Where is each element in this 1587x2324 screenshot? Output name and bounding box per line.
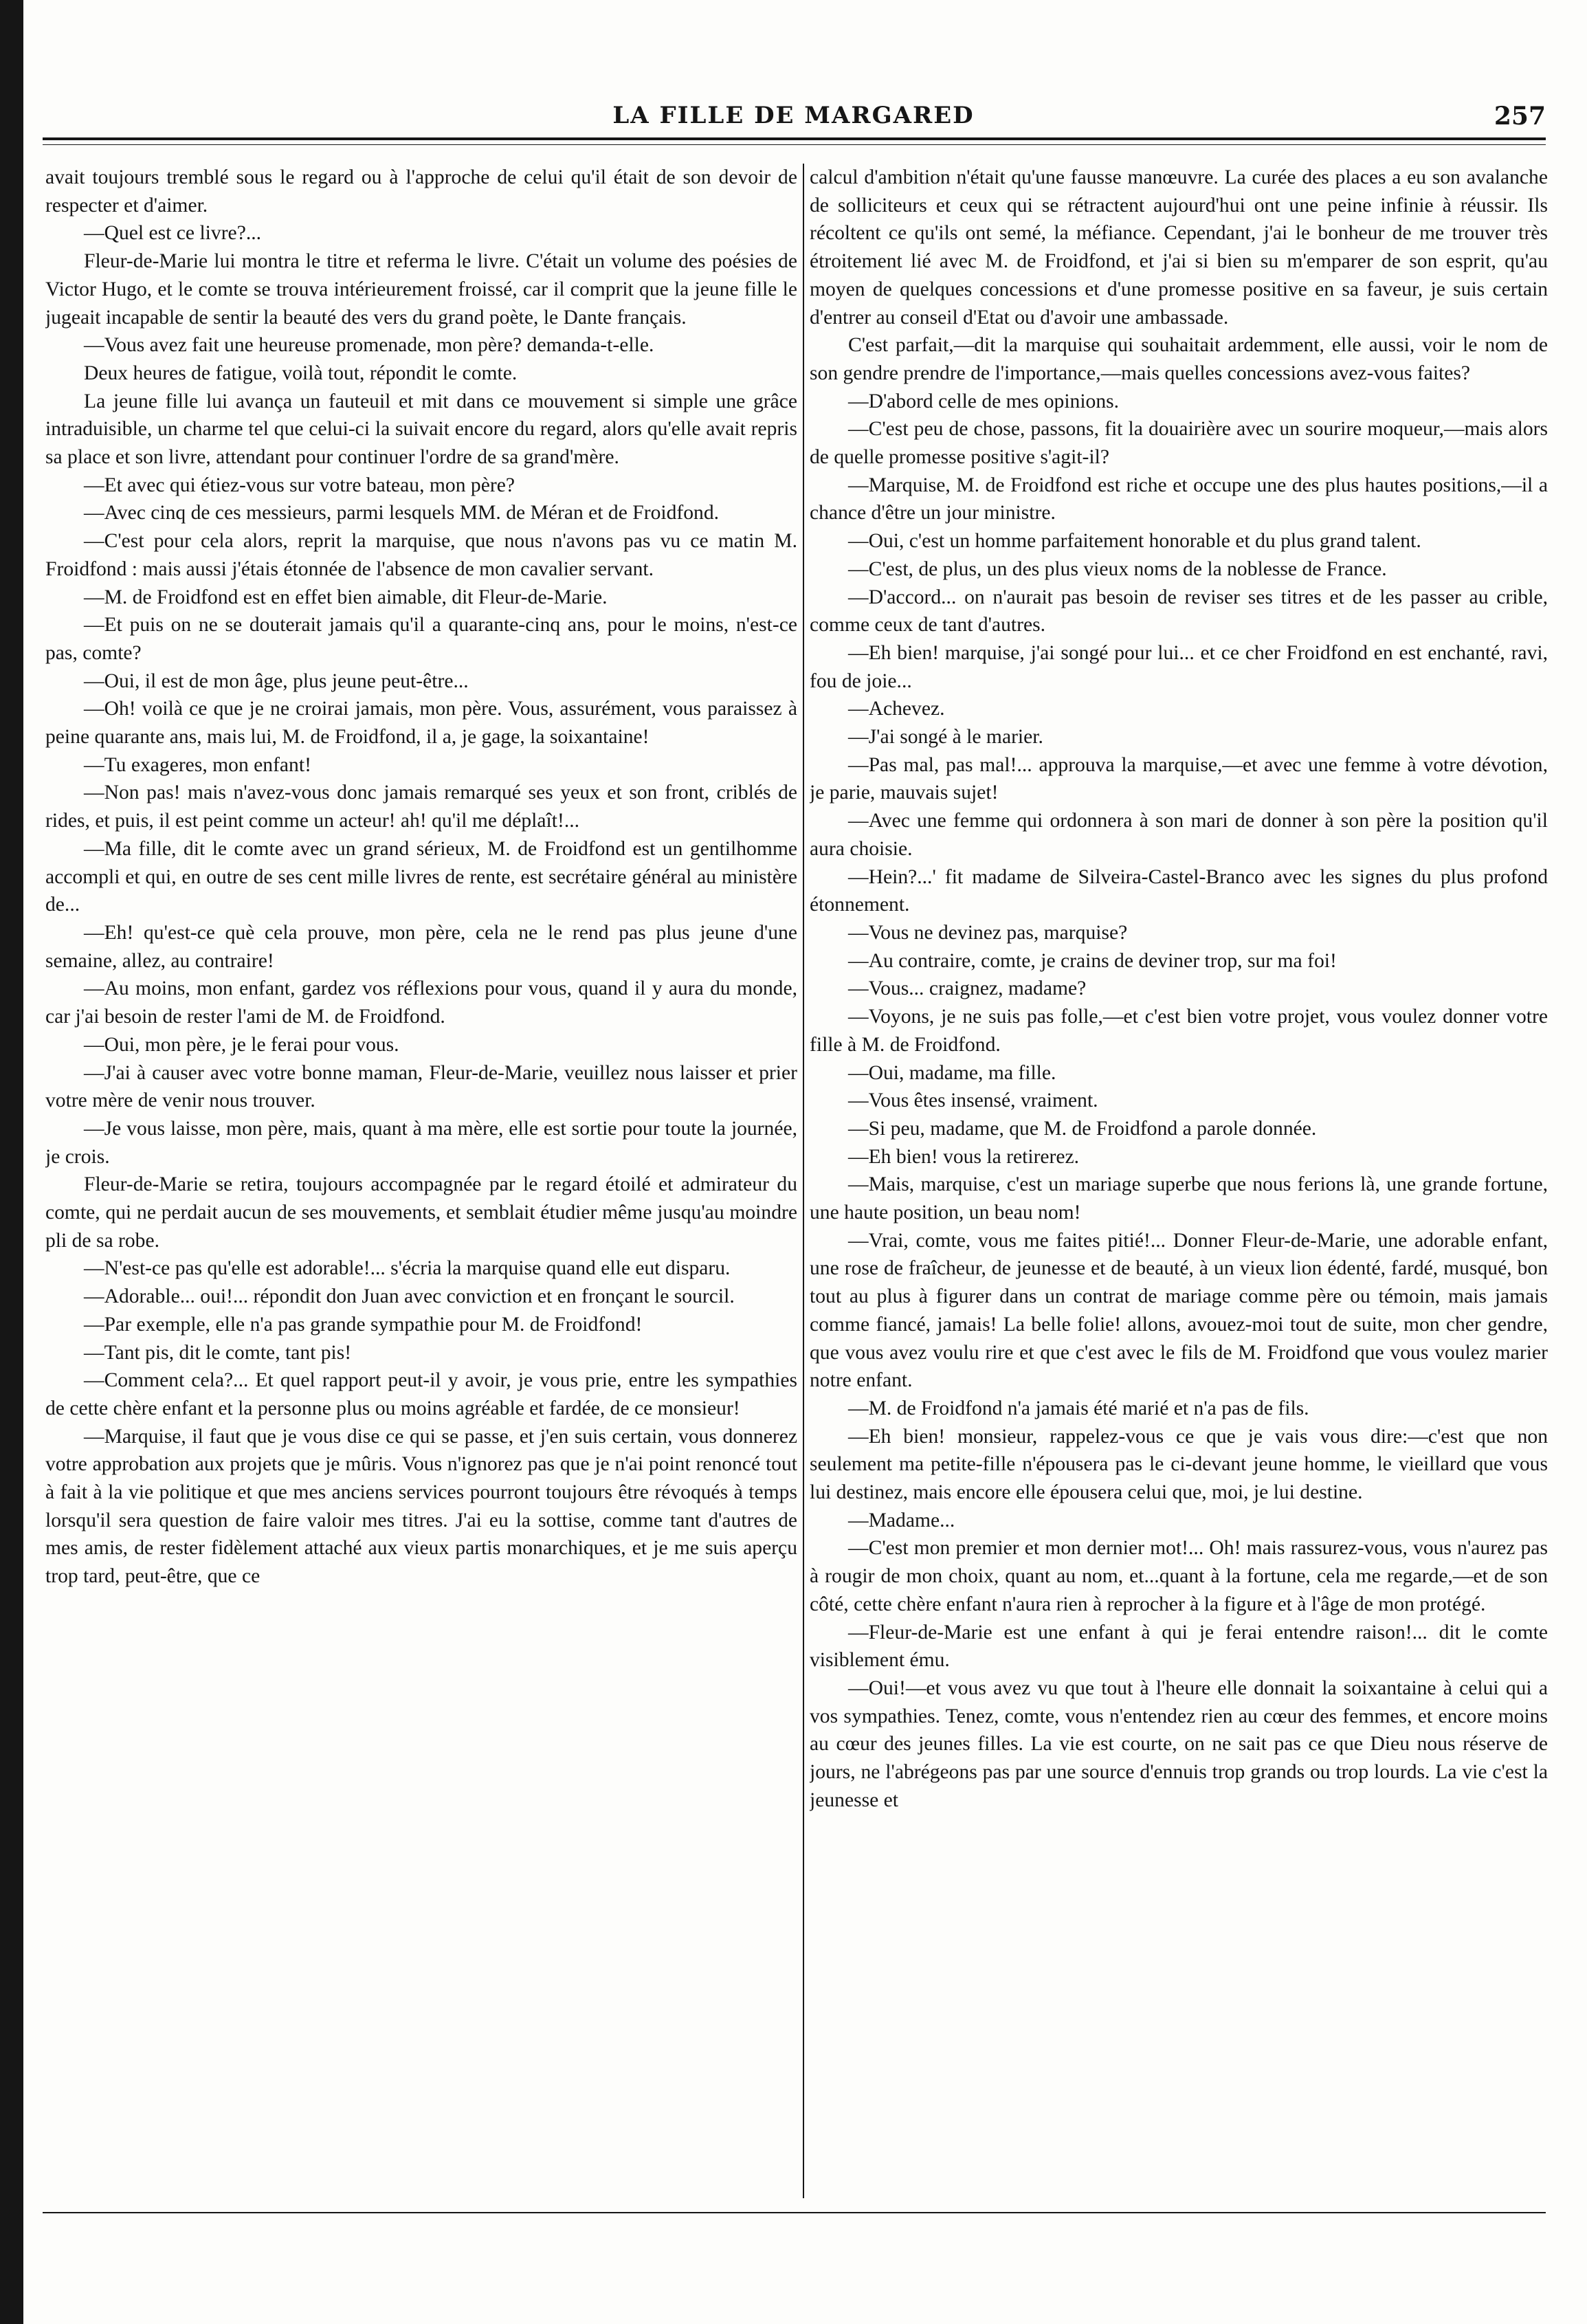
paragraph: —Et avec qui étiez-vous sur votre bateau, mon père? [84, 474, 515, 496]
column-divider [803, 164, 804, 2198]
paragraph: —Oui, madame, ma fille. [848, 1061, 1056, 1084]
paragraph: —J'ai à causer avec votre bonne maman, Fleur-de-Marie, veuillez nous laisser et prier votre mère de venir nous trouver. [45, 1061, 797, 1112]
paragraph: —Vrai, comte, vous me faites pitié!... Donner Fleur-de-Marie, une adorable enfant, une rose de fraîcheur, de jeunesse et de beauté, à un vieux lion édenté, fardé, musqué, bon tout au plus à figurer dans un contrat de mariage comme père ou témoin, mais jamais comme fiancé, jamais! La belle folie! allons, avouez-moi tout de suite, mon cher gendre, que vous avez voulu rire et que c'est avec le fils de M. Froidfond que vous voulez marier notre enfant. [810, 1229, 1548, 1392]
paragraph: —Tant pis, dit le comte, tant pis! [84, 1341, 352, 1364]
paragraph: —Oui, c'est un homme parfaitement honorable et du plus grand talent. [848, 530, 1421, 553]
paragraph: —Madame... [848, 1509, 955, 1531]
header-rule [43, 137, 1546, 140]
paragraph: —Au contraire, comte, je crains de deviner trop, sur ma foi! [848, 949, 1337, 972]
paragraph: —J'ai songé à le marier. [848, 726, 1043, 749]
paragraph: —Vous avez fait une heureuse promenade, mon père? demanda-t-elle. [84, 334, 654, 357]
paragraph: —Fleur-de-Marie est une enfant à qui je ferai entendre raison!... dit le comte visiblement ému. [810, 1621, 1548, 1672]
paragraph: —Oh! voilà ce que je ne croirai jamais, mon père. Vous, assurément, vous paraissez à peine quarante ans, mais lui, M. de Froidfond, il a, je gage, la soixantaine! [45, 698, 797, 749]
paragraph: —Avec une femme qui ordonnera à son mari de donner à son père la position qu'il aura choisie. [810, 810, 1548, 860]
paragraph: avait toujours tremblé sous le regard ou à l'approche de celui qu'il était de son devoir de respecter et d'aimer. [45, 166, 797, 217]
paragraph: —C'est pour cela alors, reprit la marquise, que nous n'avons pas vu ce matin M. Froidfond : mais aussi j'étais étonnée de l'absence de mon cavalier servant. [45, 530, 797, 580]
paragraph: —Oui, mon père, je le ferai pour vous. [84, 1033, 399, 1056]
paragraph: —Eh! qu'est-ce què cela prouve, mon père, cela ne le rend pas plus jeune d'une semaine, allez, au contraire! [45, 921, 797, 972]
paragraph: —Et puis on ne se douterait jamais qu'il a quarante-cinq ans, pour le moins, n'est-ce pas, comte? [45, 614, 797, 664]
paragraph: Fleur-de-Marie lui montra le titre et referma le livre. C'était un volume des poésies de Victor Hugo, et le comte se trouva intérieurement froissé, car il comprit que la jeune fille le jugeait incapable de sentir la beauté des vers du grand poète, le Dante français. [45, 250, 797, 329]
paragraph: —Eh bien! marquise, j'ai songé pour lui... et ce cher Froidfond en est enchanté, ravi, fou de joie... [810, 641, 1548, 692]
paragraph: —Avec cinq de ces messieurs, parmi lesquels MM. de Méran et de Froidfond. [84, 502, 720, 524]
running-header-title: LA FILLE DE MARGARED [612, 102, 975, 129]
header-rule-thin [43, 144, 1546, 145]
text-column-left [45, 164, 797, 2205]
paragraph: —Oui!—et vous avez vu que tout à l'heure elle donnait la soixantaine à celui qui a vos sympathies. Tenez, comte, vous n'entendez rien au cœur des femmes, et encore moins au cœur des jeunes filles. La vie est courte, on ne sait pas ce que Dieu nous réserve de jours, ne l'abrégeons pas par une source d'ennuis trop grands ou trop lourds. La vie c'est la jeunesse et [810, 1676, 1548, 1811]
paragraph: —Marquise, M. de Froidfond est riche et occupe une des plus hautes positions,—il a chance d'être un jour ministre. [810, 474, 1548, 524]
footer-rule [43, 2212, 1546, 2213]
paragraph: —Oui, il est de mon âge, plus jeune peut-être... [84, 669, 469, 692]
paragraph: La jeune fille lui avança un fauteuil et mit dans ce mouvement si simple une grâce intraduisible, un charme tel que celui-ci la suivait encore du regard, alors qu'elle avait repris sa place et son livre, attendant pour continuer l'ordre de sa grand'mère. [45, 390, 797, 469]
paragraph: —Par exemple, elle n'a pas grande sympathie pour M. de Froidfond! [84, 1313, 643, 1336]
text-column-right [810, 164, 1548, 2205]
paragraph: —Au moins, mon enfant, gardez vos réflexions pour vous, quand il y aura du monde, car j'ai besoin de rester l'ami de M. de Froidfond. [45, 977, 797, 1028]
paragraph: —Si peu, madame, que M. de Froidfond a parole donnée. [848, 1117, 1317, 1140]
paragraph: —C'est, de plus, un des plus vieux noms de la noblesse de France. [848, 557, 1387, 580]
paragraph: —Voyons, je ne suis pas folle,—et c'est bien votre projet, vous voulez donner votre fille à M. de Froidfond. [810, 1006, 1548, 1056]
paragraph: —N'est-ce pas qu'elle est adorable!... s'écria la marquise quand elle eut disparu. [84, 1257, 731, 1280]
paragraph: C'est parfait,—dit la marquise qui souhaitait ardemment, elle aussi, voir le nom de son gendre prendre de l'importance,—mais quelles concessions avez-vous faites? [810, 334, 1548, 384]
paragraph: —Eh bien! vous la retirerez. [848, 1145, 1080, 1168]
page-number: 257 [1494, 102, 1546, 131]
paragraph: —Non pas! mais n'avez-vous donc jamais remarqué ses yeux et son front, criblés de rides, et puis, il est peint comme un acteur! ah! qu'il me déplaît!... [45, 782, 797, 832]
binding-edge [0, 0, 23, 2324]
paragraph: Deux heures de fatigue, voilà tout, répondit le comte. [84, 362, 518, 384]
paragraph: —Adorable... oui!... répondit don Juan avec conviction et en fronçant le sourcil. [84, 1285, 735, 1308]
paragraph: —Eh bien! monsieur, rappelez-vous ce que je vais vous dire:—c'est que non seulement ma petite-fille n'épousera pas le ci-devant jeune homme, le vieillard que vous lui destinez, mais encore elle épousera celui que, moi, je lui destine. [810, 1425, 1548, 1504]
paragraph: —M. de Froidfond est en effet bien aimable, dit Fleur-de-Marie. [84, 586, 608, 608]
paragraph: —Achevez. [848, 698, 945, 720]
paragraph: —C'est mon premier et mon dernier mot!... Oh! mais rassurez-vous, vous n'aurez pas à rougir de mon choix, quant au nom, et...quant à la fortune, cela me regarde,—et de son côté, cette chère enfant n'aura rien à reprocher à la figure et à l'âge de mon protégé. [810, 1537, 1548, 1615]
paragraph: —Quel est ce livre?... [84, 222, 262, 245]
paragraph: —D'abord celle de mes opinions. [848, 390, 1120, 412]
paragraph: —Marquise, il faut que je vous dise ce qui se passe, et j'en suis certain, vous donnerez votre approbation aux projets que je mûris. Vous n'ignorez pas que je n'ai point renoncé tout à fait à la vie politique et que mes anciens services pourront toujours être révoqués à temps lorsqu'il sera question de faire valoir mes titres. J'ai eu la sottise, comme tant d'autres de mes amis, de rester fidèlement attaché aux vieux partis monarchiques, et je me suis aperçu trop tard, peut-être, que ce [45, 1425, 797, 1588]
paragraph: —Vous êtes insensé, vraiment. [848, 1089, 1098, 1112]
paragraph: —Vous... craignez, madame? [848, 977, 1087, 1000]
paragraph: —Je vous laisse, mon père, mais, quant à ma mère, elle est sortie pour toute la journée, je crois. [45, 1117, 797, 1168]
paragraph: —Tu exageres, mon enfant! [84, 753, 311, 776]
paragraph: —Ma fille, dit le comte avec un grand sérieux, M. de Froidfond est un gentilhomme accompli et qui, en outre de ses cent mille livres de rente, est secrétaire général au ministère de... [45, 837, 797, 916]
paragraph: calcul d'ambition n'était qu'une fausse manœuvre. La curée des places a eu son avalanche de solliciteurs et ceux qui se rétractent aujourd'hui ont une peine infinie à réussir. Ils récoltent ce qu'ils ont semé, la méfiance. Cependant, j'ai le bonheur de me trouver très étroitement lié avec M. de Froidfond, et j'ai si bien su m'emparer de son esprit, qu'au moyen de quelques concessions et d'une promesse positive en sa faveur, je suis certain d'entrer au conseil d'Etat ou d'avoir une ambassade. [810, 166, 1548, 329]
paragraph: —M. de Froidfond n'a jamais été marié et n'a pas de fils. [848, 1397, 1309, 1419]
paragraph: Fleur-de-Marie se retira, toujours accompagnée par le regard étoilé et admirateur du comte, qui ne perdait aucun de ses mouvements, et semblait étudier même jusqu'au moindre pli de sa robe. [45, 1173, 797, 1252]
paragraph: —C'est peu de chose, passons, fit la douairière avec un sourire moqueur,—mais alors de quelle promesse positive s'agit-il? [810, 418, 1548, 469]
paragraph: —Vous ne devinez pas, marquise? [848, 921, 1128, 944]
paragraph: —Hein?...' fit madame de Silveira-Castel-Branco avec les signes du plus profond étonnement. [810, 865, 1548, 916]
paragraph: —D'accord... on n'aurait pas besoin de reviser ses titres et de les passer au crible, comme ceux de tant d'autres. [810, 586, 1548, 637]
paragraph: —Mais, marquise, c'est un mariage superbe que nous ferions là, une grande fortune, une haute position, un beau nom! [810, 1173, 1548, 1224]
paragraph: —Comment cela?... Et quel rapport peut-il y avoir, je vous prie, entre les sympathies de cette chère enfant et la personne plus ou moins agréable et fardée, de ce monsieur! [45, 1369, 797, 1419]
paragraph: —Pas mal, pas mal!... approuva la marquise,—et avec une femme à votre dévotion, je parie, mauvais sujet! [810, 753, 1548, 804]
